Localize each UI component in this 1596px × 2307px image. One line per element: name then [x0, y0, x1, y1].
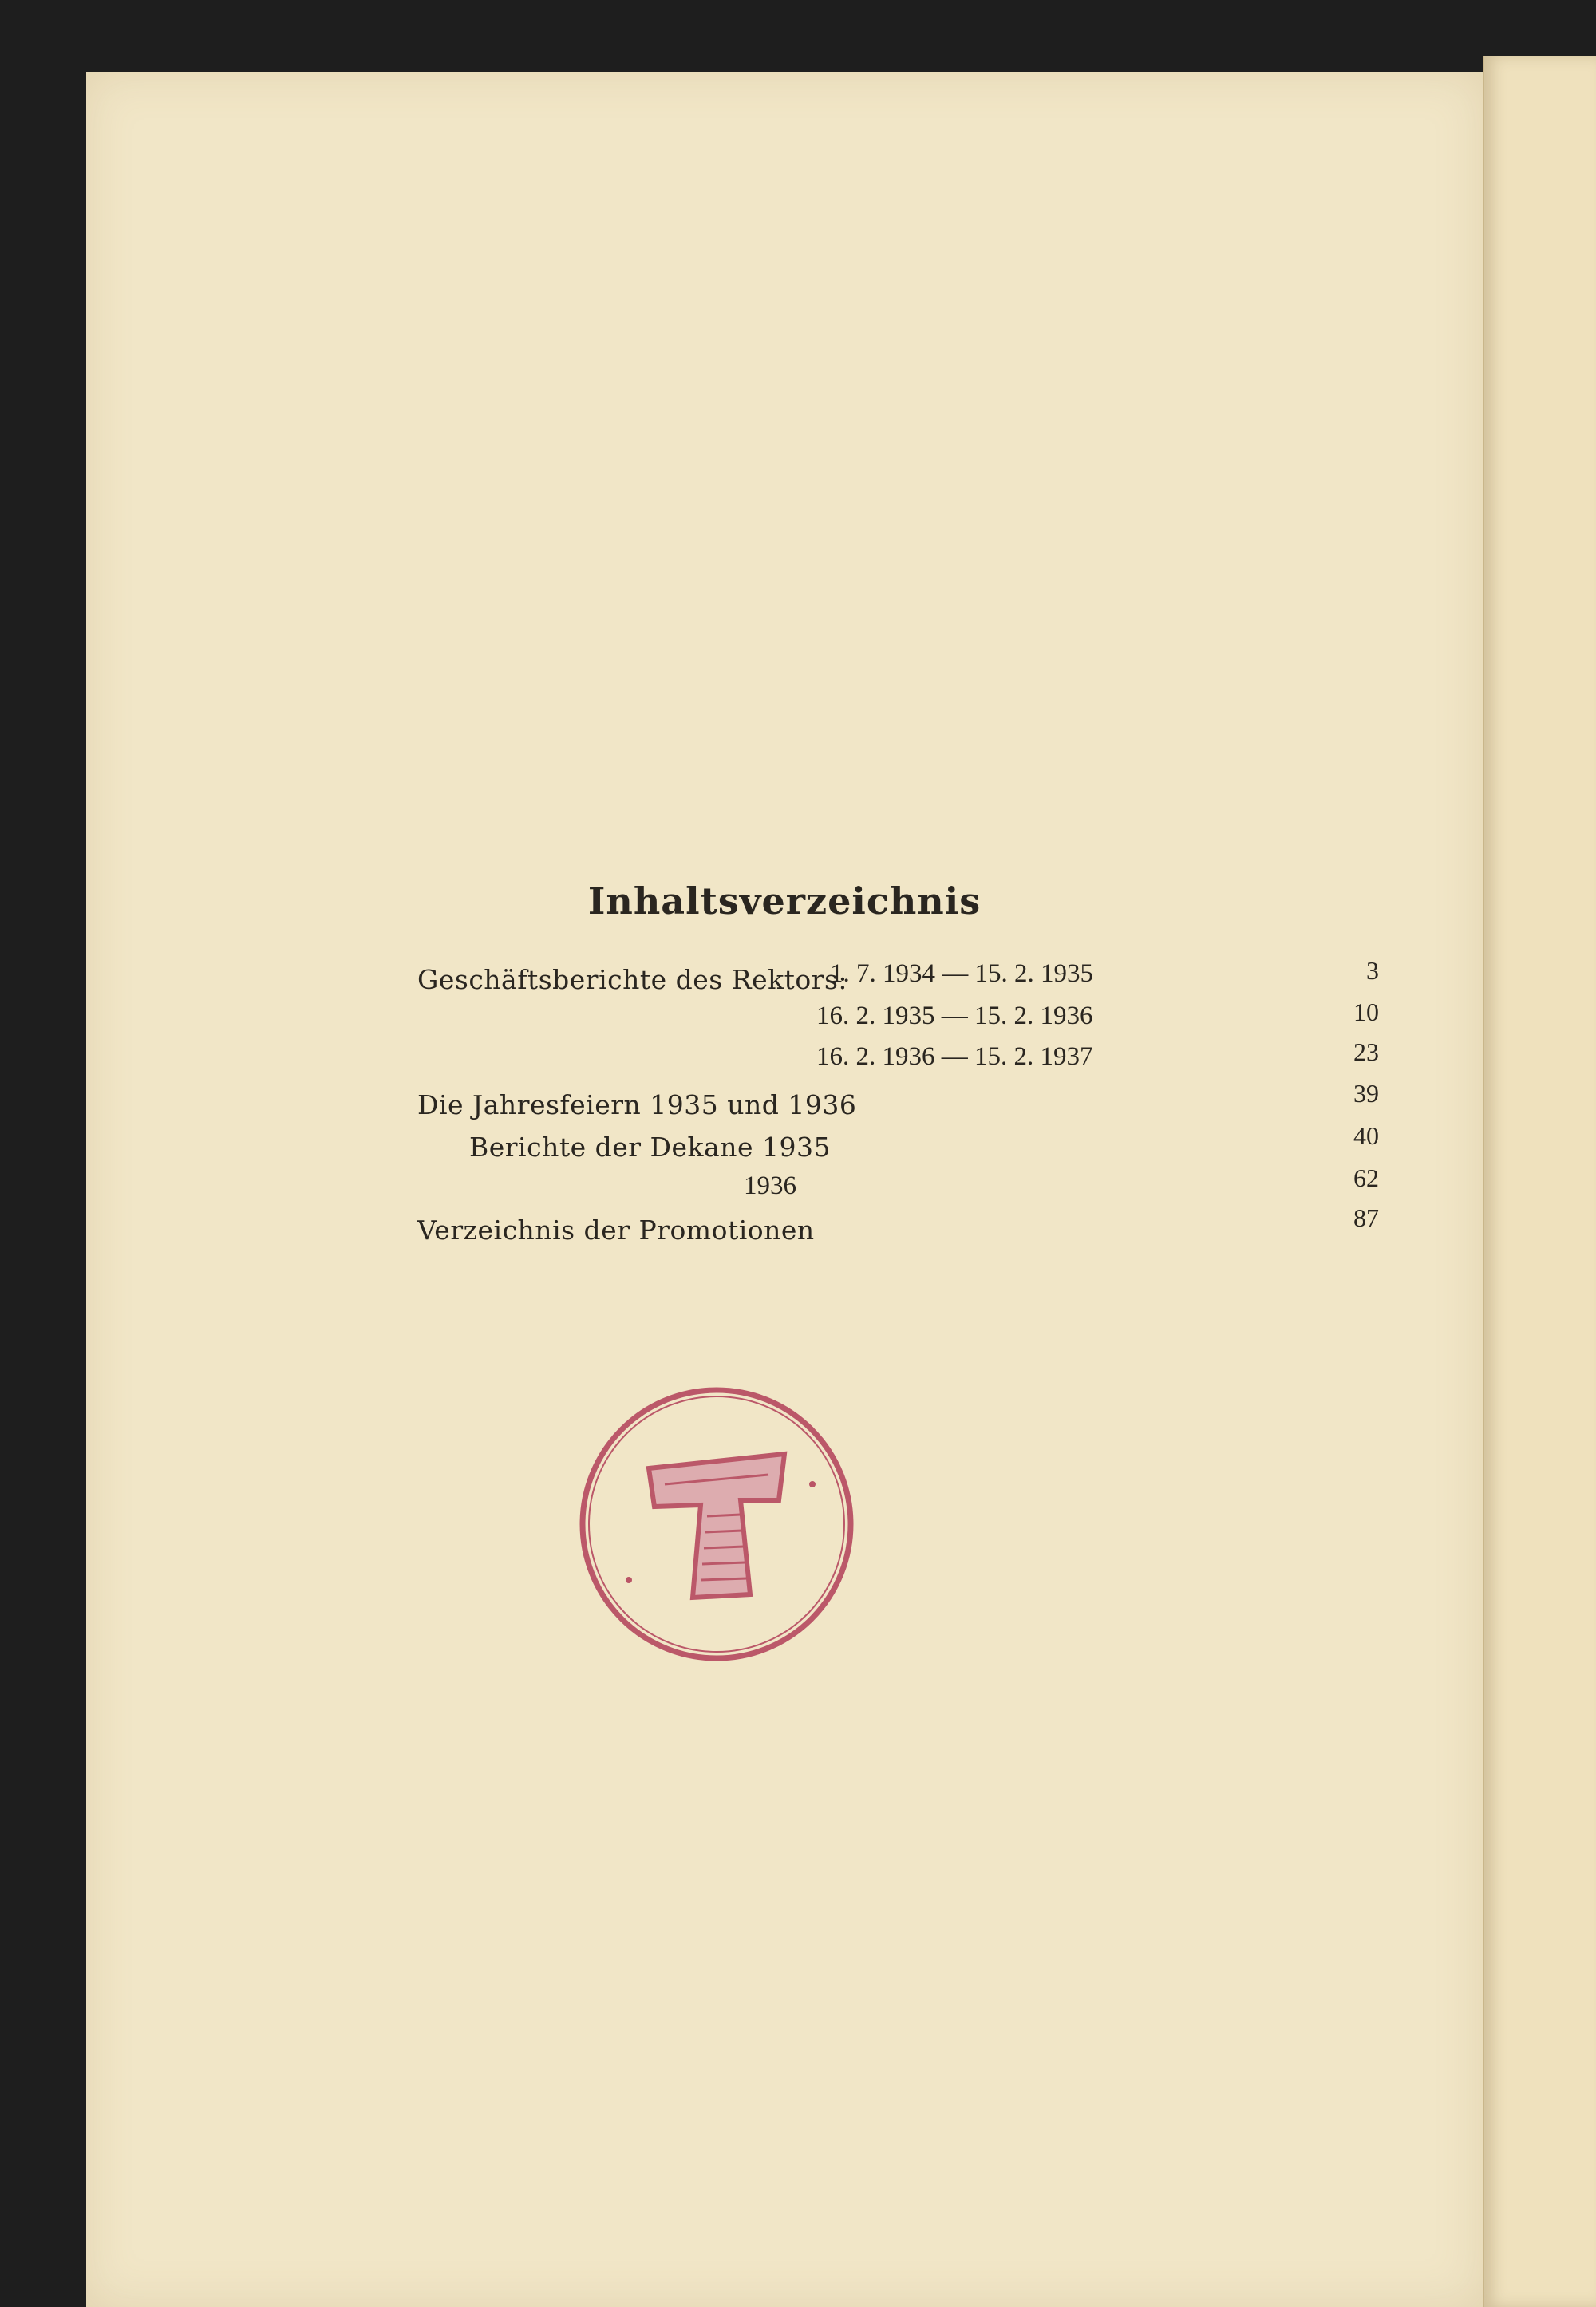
toc-entry-page: 40 — [1353, 1121, 1379, 1150]
toc-entry-page: 10 — [1353, 997, 1379, 1026]
toc-entry-label: 1936 — [744, 1171, 796, 1200]
library-stamp — [573, 1381, 860, 1668]
toc-entry-label: Berichte der Dekane 1935 — [469, 1132, 831, 1163]
toc-entry-page: 62 — [1353, 1163, 1379, 1192]
toc-entry-page: 23 — [1353, 1037, 1379, 1066]
toc-entry-range: 16. 2. 1936 — 15. 2. 1937 — [816, 1042, 1093, 1071]
toc-entry-label: Geschäftsberichte des Rektors: — [417, 964, 848, 995]
toc-entry-range: 16. 2. 1935 — 15. 2. 1936 — [816, 1001, 1093, 1030]
toc-entry-page: 87 — [1353, 1203, 1379, 1232]
document-page — [86, 72, 1483, 2307]
toc-entry-page: 39 — [1353, 1079, 1379, 1108]
toc-entry-label: Die Jahresfeiern 1935 und 1936 — [417, 1089, 857, 1120]
toc-entry-label: Verzeichnis der Promotionen — [417, 1215, 815, 1246]
table-of-contents — [86, 72, 1483, 2307]
facing-page-edge — [1483, 56, 1596, 2307]
toc-entry-page: 3 — [1366, 956, 1379, 985]
page-title: Inhaltsverzeichnis — [587, 879, 982, 922]
toc-entry-range: 1. 7. 1934 — 15. 2. 1935 — [830, 959, 1093, 988]
